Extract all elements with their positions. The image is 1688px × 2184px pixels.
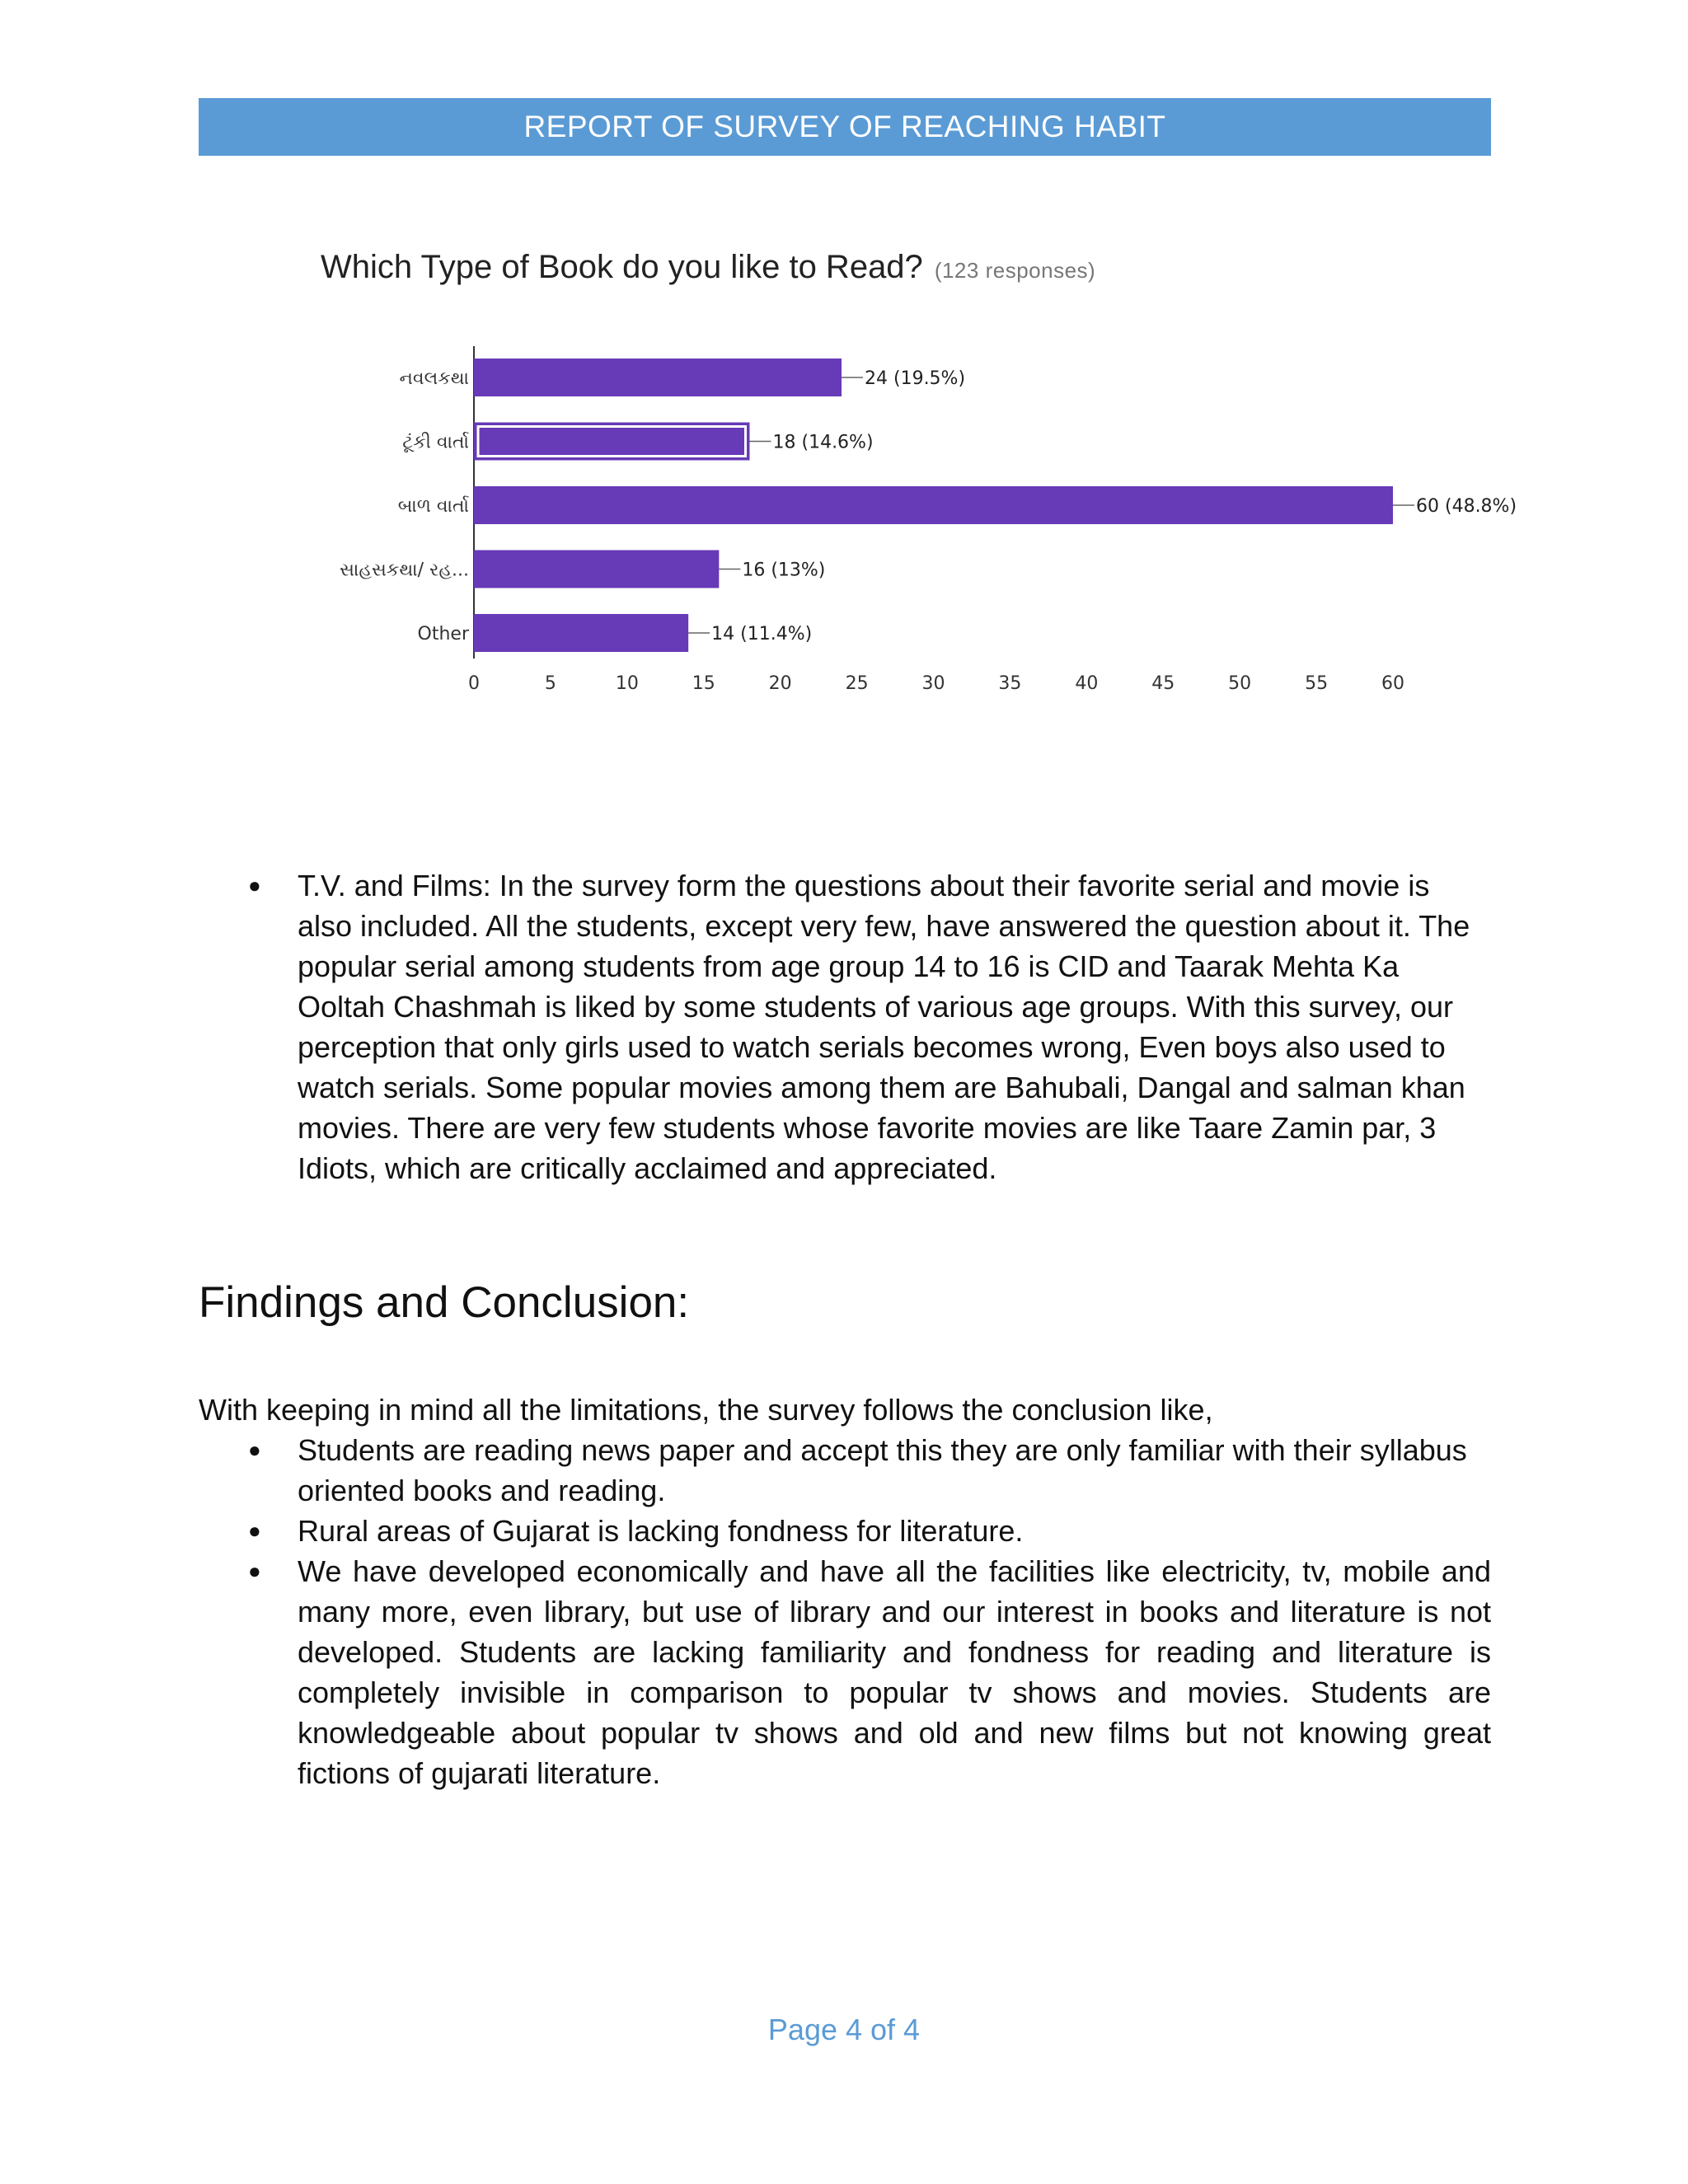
- tv-films-bullet: ● T.V. and Films: In the survey form the questions about their favorite serial and movie is also included. All the students, except very few, have answered the question about it. The popular serial among students from age group 14 to 16 is CID and Taarak Mehta Ka Ooltah Chashmah is liked by some students of various age groups. With this survey, our perception that only girls used to watch serials becomes wrong, Even boys also used to watch serials. Some popular movies among them are Bahubali, Dangal and salman khan movies. There are very few students whose favorite movies are like Taare Zamin par, 3 Idiots, which are critically acclaimed and appreciated.: [199, 865, 1491, 1188]
- x-tick-label: 20: [768, 673, 792, 694]
- findings-bullet: ● Students are reading news paper and accept this they are only familiar with their syllabus oriented books and reading.: [199, 1430, 1491, 1511]
- x-tick-label: 0: [468, 673, 480, 694]
- category-label: બાળ વાર્તા: [397, 496, 469, 517]
- report-header: [199, 98, 1491, 156]
- category-label: ટૂંકી વાર્તા: [402, 432, 469, 453]
- bar: [474, 614, 688, 652]
- bar: [474, 359, 842, 396]
- x-tick-label: 45: [1151, 673, 1175, 694]
- x-tick-label: 30: [921, 673, 945, 694]
- book-type-chart: [305, 231, 1541, 725]
- x-tick-label: 60: [1381, 673, 1404, 694]
- tv-films-section: [199, 865, 1491, 1188]
- x-tick-label: 55: [1305, 673, 1329, 694]
- data-label: 14 (11.4%): [711, 624, 813, 644]
- findings-list: [199, 1430, 1491, 1793]
- findings-intro: With keeping in mind all the limitations, the survey follows the conclusion like,: [199, 1393, 1213, 1427]
- x-tick-label: 10: [615, 673, 639, 694]
- chart-plot: [305, 231, 1541, 725]
- category-label: સાહસકથા/ રહ...: [340, 560, 469, 581]
- category-label: નવલકથા: [399, 368, 469, 389]
- chart-title: Which Type of Book do you like to Read?: [321, 249, 923, 285]
- data-label: 24 (19.5%): [865, 368, 966, 389]
- data-label: 16 (13%): [742, 560, 826, 581]
- findings-section: [199, 1430, 1491, 1793]
- data-label: 60 (48.8%): [1416, 496, 1517, 517]
- x-tick-label: 25: [845, 673, 869, 694]
- x-tick-label: 5: [544, 673, 556, 694]
- category-label: Other: [417, 624, 469, 644]
- bar: [474, 423, 750, 461]
- x-tick-label: 40: [1075, 673, 1099, 694]
- x-tick-label: 35: [998, 673, 1022, 694]
- report-title: REPORT OF SURVEY OF REACHING HABIT: [523, 110, 1166, 143]
- data-label: 18 (14.6%): [772, 432, 874, 453]
- findings-bullet: ● We have developed economically and have all the facilities like electricity, tv, mobile and many more, even library, but use of library and our interest in books and literature is not developed. Students are lacking familiarity and fondness for reading and literature is completely invisible in comparison to popular tv shows and movies. Students are knowledgeable about popular tv shows and old and new films but not knowing great fictions of gujarati literature.: [199, 1551, 1491, 1793]
- x-tick-label: 50: [1228, 673, 1252, 694]
- page-number: Page 4 of 4: [767, 2013, 921, 2046]
- findings-heading: Findings and Conclusion:: [199, 1278, 690, 1327]
- bar: [474, 486, 1393, 524]
- findings-bullet: ● Rural areas of Gujarat is lacking fondness for literature.: [199, 1511, 1491, 1551]
- x-tick-label: 15: [692, 673, 715, 694]
- bar: [474, 551, 719, 588]
- chart-subtitle: (123 responses): [934, 258, 1096, 283]
- tv-films-list: [199, 865, 1491, 1188]
